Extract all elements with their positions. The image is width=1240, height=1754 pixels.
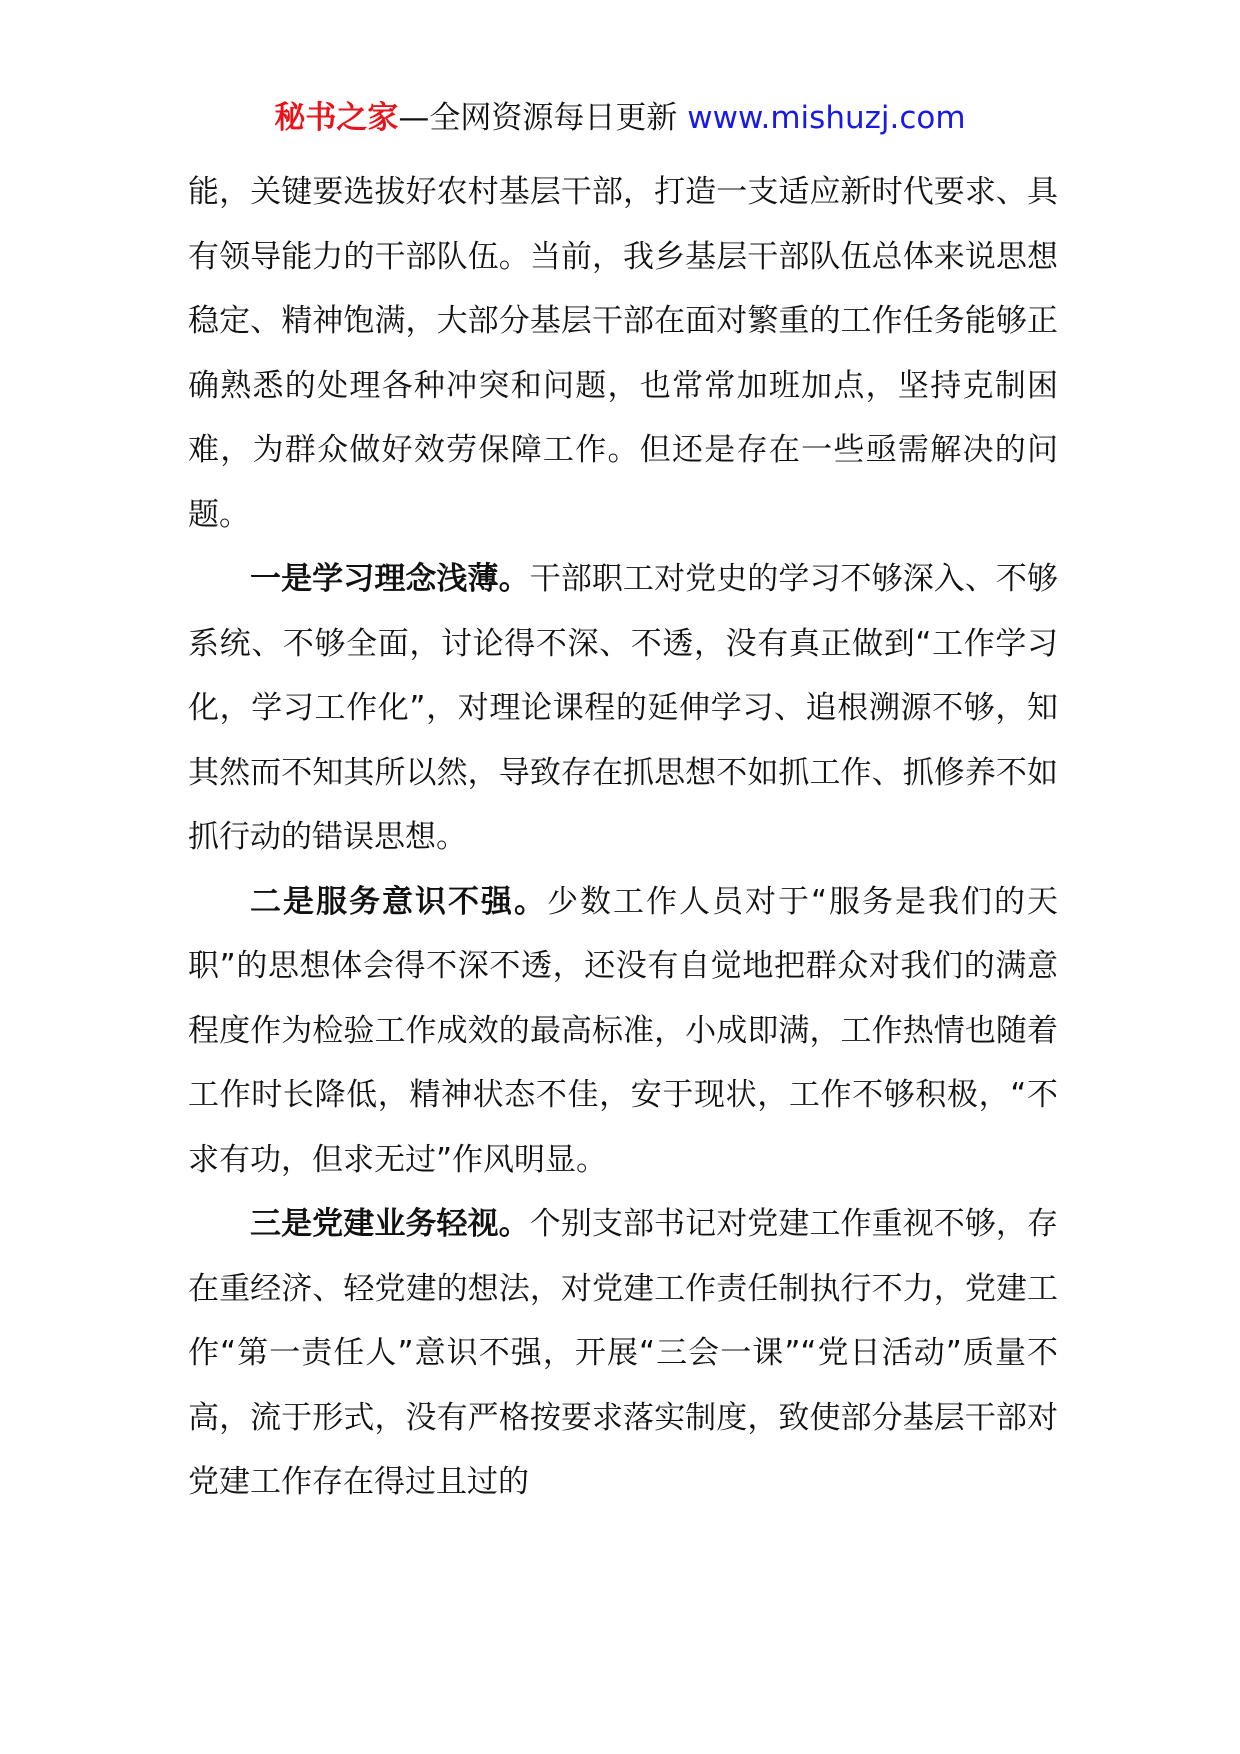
paragraph-text: 能，关键要选拔好农村基层干部，打造一支适应新时代要求、具有领导能力的干部队伍。当前，我乡基层干部队伍总体来说思想稳定、精神饱满，大部分基层干部在面对繁重的工作任务能够正确熟悉的处理各种冲突和问题，也常常加班加点，坚持克制困难，为群众做好效劳保障工作。但还是存在一些亟需解决的问题。: [188, 174, 1058, 533]
paragraph-text: 少数工作人员对于“服务是我们的天职”的思想体会得不深不透，还没有自觉地把群众对我们的满意程度作为检验工作成效的最高标准，小成即满，工作热情也随着工作时长降低，精神状态不佳，安于现状，工作不够积极，“不求有功，但求无过”作风明显。: [188, 883, 1059, 1178]
site-tagline: —全网资源每日更新: [398, 100, 688, 136]
paragraph-point-2: [188, 870, 1058, 1193]
site-header: [0, 98, 1240, 138]
paragraph-lead: 三是党建业务轻视。: [250, 1206, 530, 1242]
paragraph-lead: 一是学习理念浅薄。: [250, 561, 530, 597]
paragraph-text: 干部职工对党史的学习不够深入、不够系统、不够全面，讨论得不深、不透，没有真正做到“工作学习化，学习工作化”，对理论课程的延伸学习、追根溯源不够，知其然而不知其所以然，导致存在抓思想不如抓工作、抓修养不如抓行动的错误思想。: [188, 561, 1059, 855]
site-url-link[interactable]: www.mishuzj.com: [687, 100, 966, 136]
document-body: [188, 160, 1058, 1515]
paragraph-point-1: [188, 547, 1058, 870]
paragraph-lead: 二是服务意识不强。: [250, 883, 547, 920]
paragraph-text: 个别支部书记对党建工作重视不够，存在重经济、轻党建的想法，对党建工作责任制执行不力，党建工作“第一责任人”意识不强，开展“三会一课”“党日活动”质量不高，流于形式，没有严格按要求落实制度，致使部分基层干部对党建工作存在得过且过的: [188, 1206, 1059, 1500]
paragraph-point-3: [188, 1192, 1058, 1515]
site-brand: 秘书之家: [274, 100, 399, 136]
paragraph-continued: [188, 160, 1058, 547]
